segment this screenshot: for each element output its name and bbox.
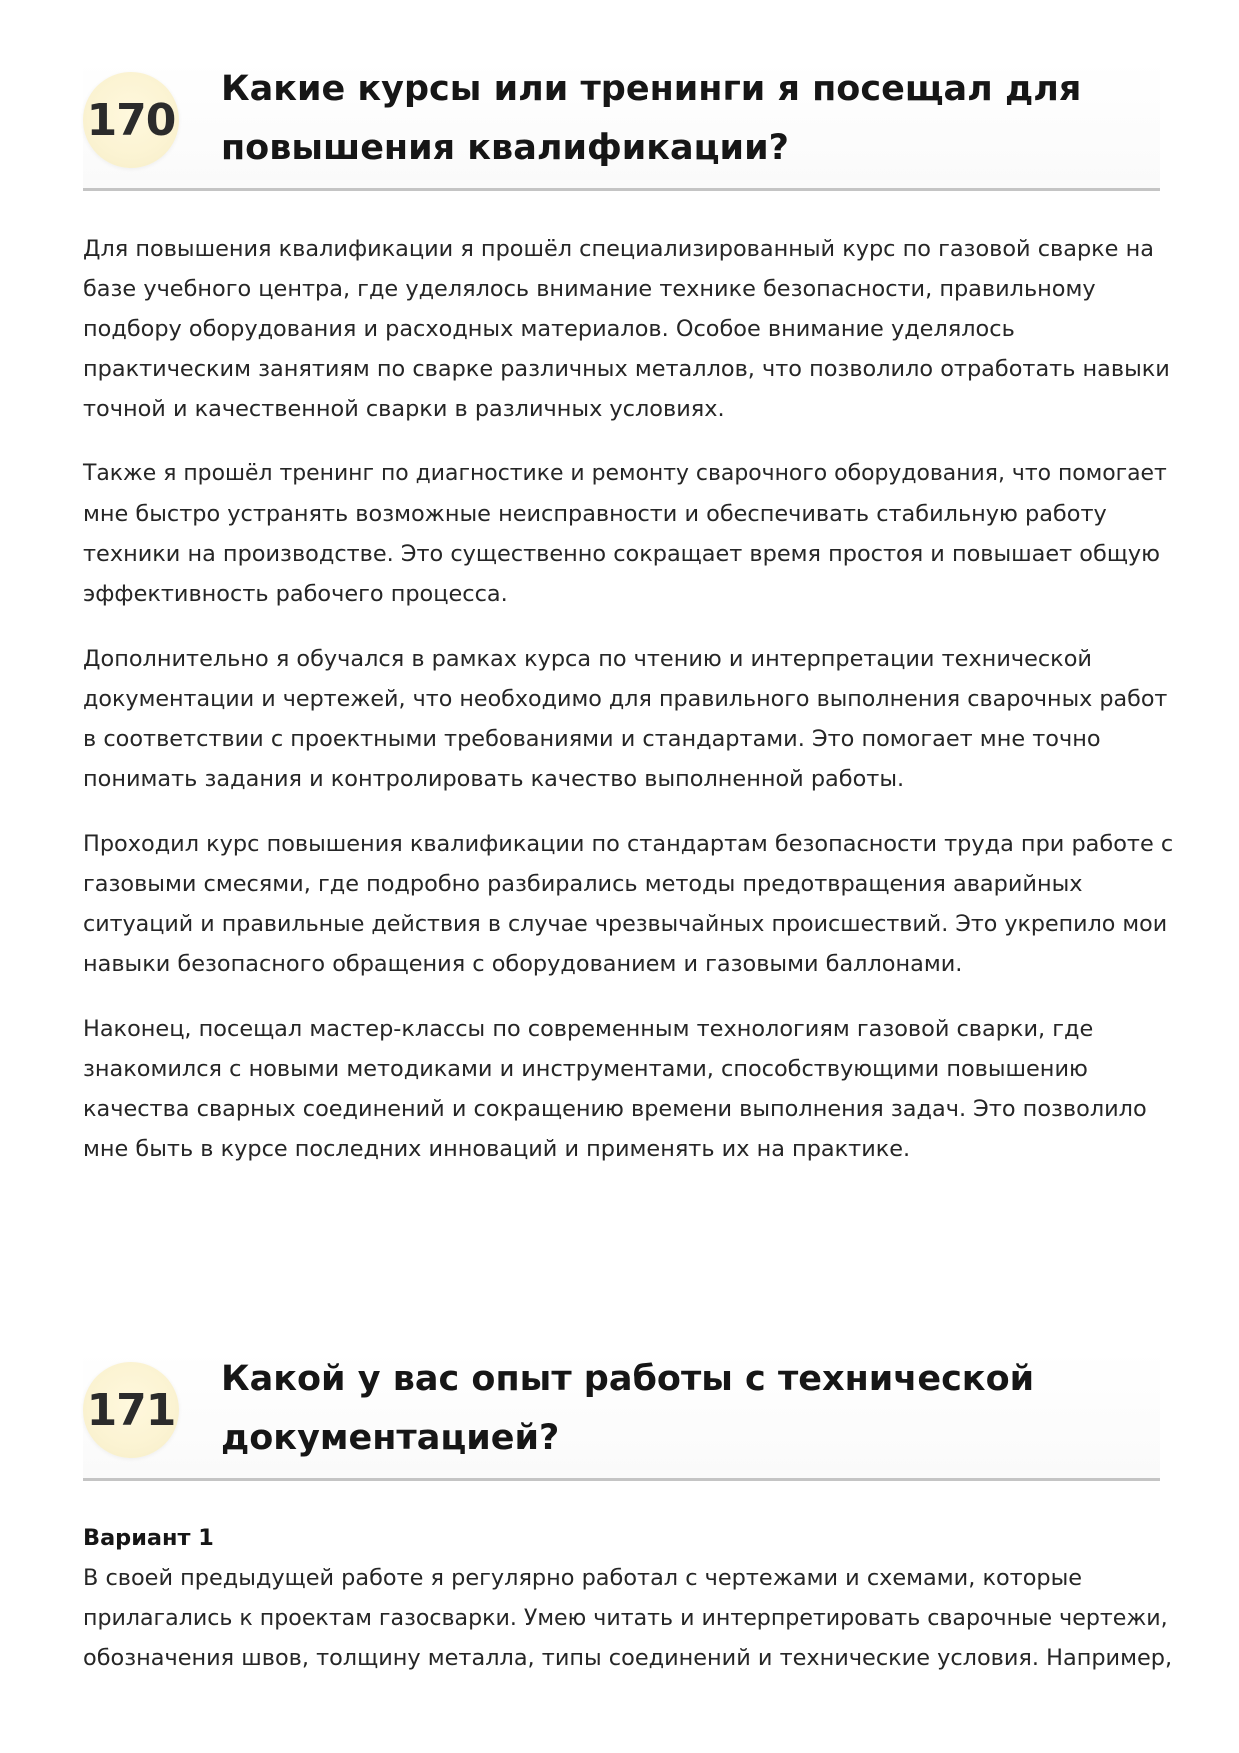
question-header-170	[83, 60, 1160, 191]
question-number-badge: 171	[83, 1362, 179, 1458]
text-line: Также я прошёл тренинг по диагностике и ремонту сварочного оборудования, что помогает	[83, 461, 1167, 486]
question-title	[221, 60, 1160, 178]
text-line: Наконец, посещал мастер-классы по современным технологиям газовой сварки, где	[83, 1016, 1094, 1042]
text-line: В своей предыдущей работе я регулярно работал с чертежами и схемами, которые	[83, 1565, 1083, 1591]
question-title-line: Какие курсы или тренинги я посещал для	[221, 69, 1082, 109]
text-line: документации и чертежей, что необходимо для правильного выполнения сварочных работ	[83, 686, 1168, 712]
answer-paragraph	[83, 639, 1173, 799]
text-line: Проходил курс повышения квалификации по стандартам безопасности труда при работе с	[83, 831, 1174, 857]
text-line: практическим занятиям по сварке различных металлов, что позволило отработать навыки	[83, 356, 1170, 382]
variant-label: Вариант 1	[83, 1525, 214, 1551]
text-line: подбору оборудования и расходных материалов. Особое внимание уделялось	[83, 316, 1015, 342]
answer-paragraph	[83, 454, 1173, 614]
answer-paragraph	[83, 229, 1173, 429]
text-line: базе учебного центра, где уделялось внимание технике безопасности, правильному	[83, 276, 1096, 302]
text-line: ситуаций и правильные действия в случае чрезвычайных происшествий. Это укрепило мои	[83, 911, 1168, 937]
question-title	[221, 1350, 1160, 1468]
text-line: техники на производстве. Это существенно сокращает время простоя и повышает общую	[83, 541, 1161, 567]
question-number-badge: 170	[83, 72, 179, 168]
answer-paragraph	[83, 824, 1173, 984]
text-line: знакомился с новыми методиками и инструментами, способствующими повышению	[83, 1056, 1088, 1082]
answer-body-170	[83, 229, 1173, 1194]
text-line: прилагались к проектам газосварки. Умею читать и интерпретировать сварочные чертежи,	[83, 1605, 1168, 1631]
text-line: навыки безопасного обращения с оборудованием и газовыми баллонами.	[83, 951, 963, 977]
text-line: газовыми смесями, где подробно разбирались методы предотвращения аварийных	[83, 871, 1083, 897]
text-line: в соответствии с проектными требованиями и стандартами. Это помогает мне точно	[83, 726, 1101, 752]
text-line: обозначения швов, толщину металла, типы соединений и технические условия. Например,	[83, 1645, 1173, 1671]
question-header-171	[83, 1350, 1160, 1481]
text-line: Для повышения квалификации я прошёл специализированный курс по газовой сварке на	[83, 236, 1154, 262]
question-title-line: документацией?	[221, 1418, 560, 1458]
text-line: качества сварных соединений и сокращению времени выполнения задач. Это позволило	[83, 1096, 1147, 1122]
answer-paragraph	[83, 1009, 1173, 1169]
text-line: Дополнительно я обучался в рамках курса по чтению и интерпретации технической	[83, 646, 1092, 672]
question-title-line: повышения квалификации?	[221, 128, 789, 168]
answer-body-171	[83, 1518, 1173, 1703]
answer-paragraph	[83, 1518, 1173, 1678]
text-line: мне быть в курсе последних инноваций и применять их на практике.	[83, 1136, 911, 1162]
text-line: мне быстро устранять возможные неисправности и обеспечивать стабильную работу	[83, 501, 1107, 527]
question-title-line: Какой у вас опыт работы с технической	[221, 1359, 1035, 1399]
text-line: понимать задания и контролировать качество выполненной работы.	[83, 766, 905, 792]
text-line: точной и качественной сварки в различных условиях.	[83, 396, 725, 422]
text-line: эффективность рабочего процесса.	[83, 581, 508, 607]
